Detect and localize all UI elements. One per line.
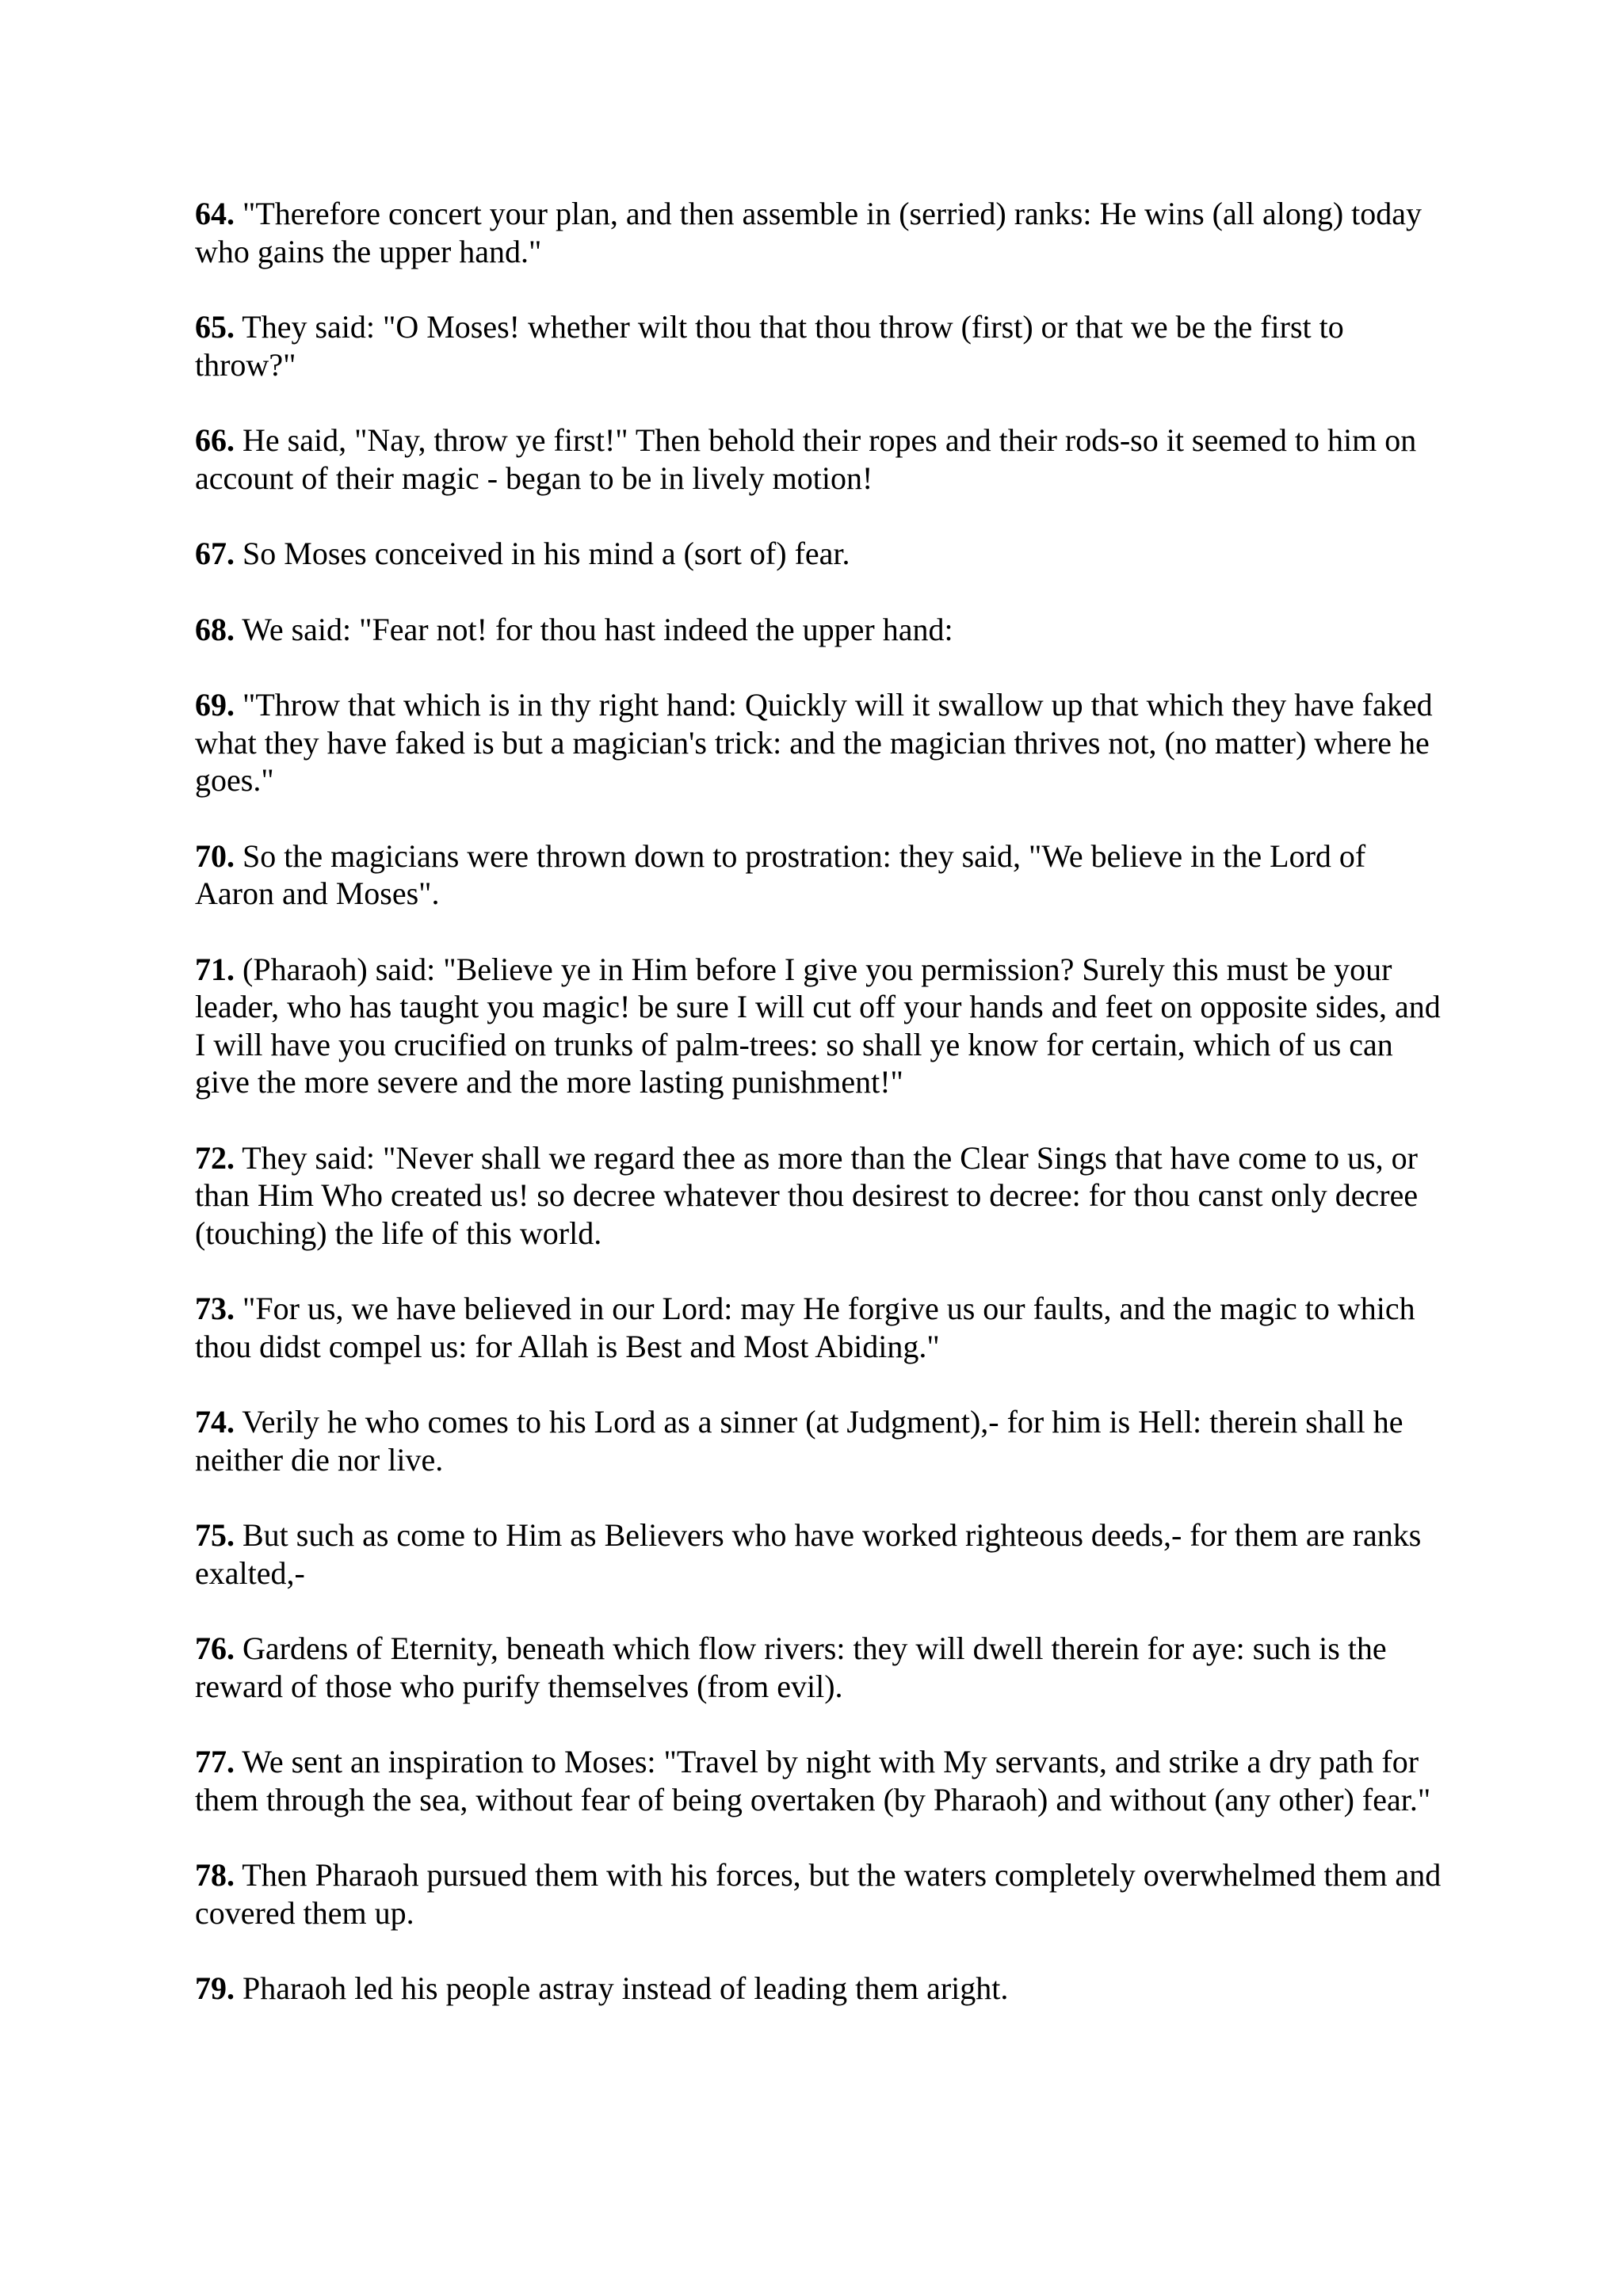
verse-66 — [195, 421, 1447, 497]
verse-text: Then Pharaoh pursued them with his forces, but the waters completely overwhelmed them and covered them up. — [195, 1857, 1442, 1931]
verse-71 — [195, 951, 1447, 1101]
verse-text: We sent an inspiration to Moses: "Travel by night with My servants, and strike a dry path for them through the sea, without fear of being overtaken (by Pharaoh) and without (any other) fear." — [195, 1744, 1431, 1817]
verse-number: 69. — [195, 687, 235, 723]
verse-67 — [195, 535, 1447, 573]
verse-number: 65. — [195, 309, 235, 345]
verse-number: 79. — [195, 1970, 235, 2006]
verse-number: 78. — [195, 1857, 235, 1893]
verse-text: Gardens of Eternity, beneath which flow rivers: they will dwell therein for aye: such is the reward of those who purify themselves (from evil). — [195, 1630, 1387, 1704]
verse-text: Verily he who comes to his Lord as a sinner (at Judgment),- for him is Hell: therein shall he neither die nor live. — [195, 1404, 1403, 1478]
verse-75 — [195, 1516, 1447, 1592]
verse-text: So the magicians were thrown down to prostration: they said, "We believe in the Lord of Aaron and Moses". — [195, 837, 1366, 911]
verse-text: "Throw that which is in thy right hand: Quickly will it swallow up that which they have faked what they have faked is but a magician's trick: and the magician thrives not, (no matter) where he goes." — [195, 687, 1433, 798]
verse-73 — [195, 1290, 1447, 1365]
verse-text: They said: "Never shall we regard thee as more than the Clear Sings that have come to us, or than Him Who created us! so decree whatever thou desirest to decree: for thou canst only decree (touching) the life of this world. — [195, 1139, 1419, 1251]
verse-76 — [195, 1630, 1447, 1705]
verse-number: 70. — [195, 837, 235, 874]
verse-79 — [195, 1970, 1447, 2008]
verse-number: 74. — [195, 1404, 235, 1440]
verse-text: Pharaoh led his people astray instead of leading them aright. — [235, 1970, 1009, 2006]
verse-78 — [195, 1856, 1447, 1932]
verse-number: 67. — [195, 536, 235, 571]
verse-number: 72. — [195, 1139, 235, 1176]
document-page — [195, 195, 1447, 2046]
verse-74 — [195, 1403, 1447, 1478]
verse-text: But such as come to Him as Believers who have worked righteous deeds,- for them are ranks exalted,- — [195, 1517, 1422, 1591]
verse-68 — [195, 611, 1447, 649]
verse-number: 68. — [195, 611, 235, 647]
verse-text: So Moses conceived in his mind a (sort of) fear. — [235, 536, 850, 571]
verse-number: 73. — [195, 1291, 235, 1326]
verse-72 — [195, 1139, 1447, 1253]
verse-number: 76. — [195, 1630, 235, 1666]
verse-number: 66. — [195, 422, 235, 458]
verse-69 — [195, 686, 1447, 799]
verse-text: We said: "Fear not! for thou hast indeed the upper hand: — [235, 611, 953, 647]
verse-text: They said: "O Moses! whether wilt thou that thou throw (first) or that we be the first to throw?" — [195, 309, 1344, 383]
verse-text: "For us, we have believed in our Lord: may He forgive us our faults, and the magic to which thou didst compel us: for Allah is Best and Most Abiding." — [195, 1291, 1415, 1364]
verse-text: He said, "Nay, throw ye first!" Then behold their ropes and their rods-so it seemed to him on account of their magic - began to be in lively motion! — [195, 422, 1417, 496]
verse-number: 71. — [195, 951, 235, 987]
verse-text: (Pharaoh) said: "Believe ye in Him before I give you permission? Surely this must be your leader, who has taught you magic! be sure I will cut off your hands and feet on opposite sides, and I will have you crucified on trunks of palm-trees: so shall ye know for certain, which of us can give the more severe and the more lasting punishment!" — [195, 951, 1441, 1100]
verse-70 — [195, 837, 1447, 913]
verse-text: "Therefore concert your plan, and then assemble in (serried) ranks: He wins (all along) today who gains the upper hand." — [195, 196, 1423, 269]
verse-number: 64. — [195, 196, 235, 231]
verse-65 — [195, 308, 1447, 383]
verse-number: 77. — [195, 1744, 235, 1779]
verse-number: 75. — [195, 1517, 235, 1553]
verse-77 — [195, 1743, 1447, 1818]
verse-64 — [195, 195, 1447, 270]
